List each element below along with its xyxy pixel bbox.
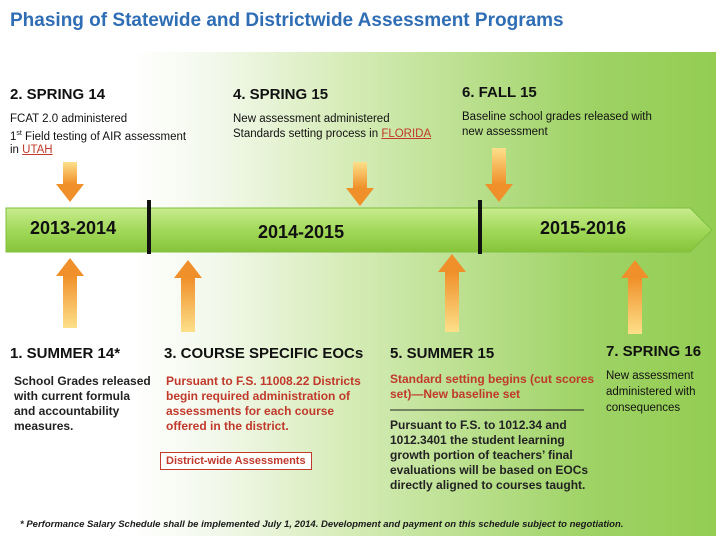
event-summer15-line7: directly aligned to courses taught. <box>390 478 586 492</box>
event-fall15-line2: new assessment <box>462 126 548 138</box>
year-2013-2014: 2013-2014 <box>30 218 117 238</box>
district-wide-assessments-badge: District-wide Assessments <box>160 452 312 470</box>
up-arrow-5 <box>438 254 466 332</box>
event-spring16-line2: administered with <box>606 386 696 398</box>
event-spring14-line2: 1st Field testing of AIR assessment <box>10 130 187 143</box>
event-spring16-line3: consequences <box>606 402 681 414</box>
event-eocs-line2: begin required administration of <box>166 389 351 403</box>
event-spring14-line3: in UTAH <box>10 144 53 156</box>
down-arrow-1 <box>56 162 84 202</box>
event-summer15-heading: 5. SUMMER 15 <box>390 345 495 362</box>
event-eocs-line1: Pursuant to F.S. 11008.22 Districts <box>166 374 361 388</box>
year-2015-2016: 2015-2016 <box>540 218 627 238</box>
event-summer14-line3: and accountability <box>14 404 120 418</box>
down-arrow-3 <box>485 148 513 202</box>
event-summer14-line1: School Grades released <box>14 374 151 388</box>
event-summer15-line1: Standard setting begins (cut scores <box>390 372 595 386</box>
down-arrow-2 <box>346 162 374 206</box>
event-spring14-line1: FCAT 2.0 administered <box>10 113 128 125</box>
event-summer15-line3: Pursuant to F.S. to 1012.34 and <box>390 418 567 432</box>
event-spring16-heading: 7. SPRING 16 <box>606 343 702 360</box>
event-eocs-line3: assessments for each course <box>166 404 335 418</box>
event-spring15-heading: 4. SPRING 15 <box>233 86 329 103</box>
event-spring15-line1: New assessment administered <box>233 113 390 125</box>
up-arrow-3 <box>174 260 202 332</box>
footnote: * Performance Salary Schedule shall be implemented July 1, 2014. Development and payment on this schedule subject to negotiation. <box>20 519 624 530</box>
event-summer15-line5: growth portion of teachers’ final <box>390 448 573 462</box>
utah-link: UTAH <box>22 144 53 156</box>
event-summer14-line4: measures. <box>14 419 74 433</box>
event-eocs-heading: 3. COURSE SPECIFIC EOCs <box>164 345 364 362</box>
event-fall15-heading: 6. FALL 15 <box>462 84 537 101</box>
up-arrow-1 <box>56 258 84 328</box>
page-title: Phasing of Statewide and Districtwide Assessment Programs <box>10 10 564 31</box>
event-summer14-heading: 1. SUMMER 14* <box>10 345 121 362</box>
up-arrow-7 <box>621 260 649 334</box>
year-divider-1 <box>147 200 151 254</box>
event-eocs-line4: offered in the district. <box>166 419 289 433</box>
event-spring15-line2: Standards setting process in FLORIDA <box>233 128 432 140</box>
event-spring14-heading: 2. SPRING 14 <box>10 86 106 103</box>
event-fall15-line1: Baseline school grades released with <box>462 111 652 123</box>
event-summer15-line2: set)—New baseline set <box>390 387 521 401</box>
event-summer15-line6: evaluations will be based on EOCs <box>390 463 589 477</box>
event-spring16-line1: New assessment <box>606 370 694 382</box>
event-summer14-line2: with current formula <box>14 389 131 403</box>
event-summer15-line4: 1012.3401 the student learning <box>390 433 565 447</box>
year-divider-2 <box>478 200 482 254</box>
year-2014-2015: 2014-2015 <box>258 222 345 242</box>
florida-link: FLORIDA <box>381 128 432 140</box>
